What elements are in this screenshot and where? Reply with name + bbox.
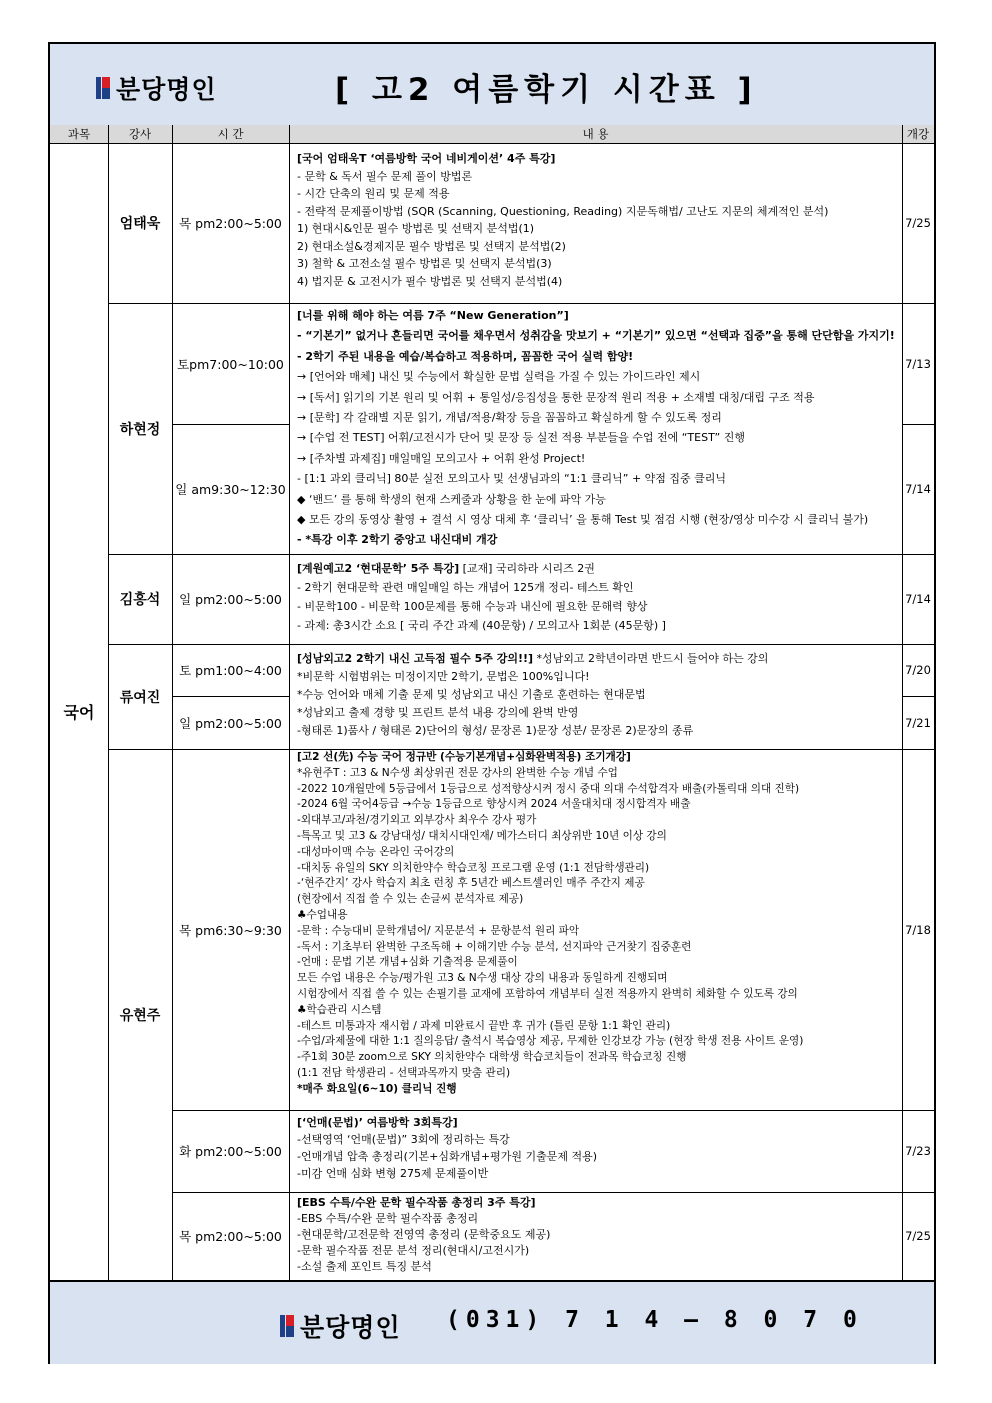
course-line: -외대부고/과천/경기외고 외부강사 최우수 강사 평가 [297, 814, 537, 827]
course-description [297, 306, 897, 552]
course-description [297, 150, 897, 300]
course-line: 모든 수업 내용은 수능/평가원 고3 & N수생 대상 강의 내용과 동일하게 진행되며 [297, 972, 668, 985]
course-line: 1) 현대시&인문 필수 방법론 및 선택지 분석법(1) [297, 222, 535, 235]
timetable-frame [48, 42, 936, 1364]
course-description [297, 750, 900, 1108]
course-line: *유현주T : 고3 & N수생 최상위권 전문 강사의 완벽한 수능 개념 수업 [297, 766, 618, 779]
teacher-cell: 하현정 [119, 421, 161, 438]
course-line: - “기본기” 없거나 흔들리면 국어를 채우면서 성취감을 맛보기 + “기본기” 있으면 “선택과 집중”을 통해 단단함을 가지기! [297, 329, 895, 343]
course-description [297, 1195, 897, 1279]
course-line: -테스트 미통과자 재시험 / 과제 미완료시 끝반 후 귀가 (틀린 문항 1:1 확인 관리) [297, 1019, 671, 1032]
course-line: → [주차별 과제집] 매일매일 모의고사 + 어휘 완성 Project! [297, 451, 586, 465]
teacher-cell: 김홍석 [119, 592, 161, 608]
time-cell: 일 pm2:00~5:00 [179, 715, 282, 731]
course-line: -독서 : 기초부터 완벽한 구조독해 + 이해기반 수능 분석, 선지파악 근거찾기 집중훈련 [297, 940, 692, 953]
start-date-cell: 7/14 [905, 482, 931, 496]
course-line: -특목고 및 고3 & 강남대성/ 대치시대인재/ 메가스터디 최상위반 10년 이상 강의 [297, 829, 667, 842]
course-line: 4) 법지문 & 고전시가 필수 방법론 및 선택지 분석법(4) [297, 274, 563, 288]
course-line: -주1회 30분 zoom으로 SKY 의치한약수 대학생 학습코치들이 전과목 학습코칭 진행 [297, 1051, 687, 1064]
course-line: -소설 출제 포인트 특징 분석 [297, 1260, 432, 1273]
course-line: -선택영역 ‘언매(문법)” 3회에 정리하는 특강 [297, 1133, 510, 1146]
course-title: [고2 선(先) 수능 국어 정규반 (수능기본개념+심화완벽적용) 조기개강] [297, 751, 631, 763]
teacher-cell: 엄태욱 [119, 216, 161, 232]
course-line: ◆ 모든 강의 동영상 촬영 + 결석 시 영상 대체 후 ‘클리닉’ 을 통해 Test 및 점검 시행 (현장/영상 미수강 시 클리닉 불가) [297, 513, 869, 527]
course-textbook: [교재] 국리하라 시리즈 2권 [459, 562, 595, 575]
course-title: [성남외고2 2학기 내신 고득점 필수 5주 강의!!] [297, 652, 534, 665]
col-teacher: 강사 [128, 127, 152, 141]
course-title: [너를 위해 해야 하는 여름 7주 “New Generation”] [297, 309, 569, 322]
time-cell: 일 pm2:00~5:00 [179, 592, 282, 607]
col-time: 시 간 [217, 127, 244, 141]
course-description [297, 650, 897, 746]
start-date-cell: 7/14 [905, 592, 931, 606]
logo-text: 분당명인 [116, 75, 217, 104]
time-cell: 토 pm1:00~4:00 [179, 663, 282, 678]
start-date-cell: 7/13 [905, 356, 931, 371]
course-line: → [문학] 각 갈래별 지문 읽기, 개념/적용/확장 등을 꼼꼼하고 확실하게 할 수 있도록 정리 [297, 411, 722, 425]
course-line: *성남외고 출제 경향 및 프린트 분석 내용 강의에 완벽 반영 [297, 706, 579, 719]
course-description [297, 559, 897, 641]
course-title: [EBS 수특/수완 문학 필수작품 총정리 3주 특강] [297, 1196, 536, 1209]
course-title: [계원예고2 ‘현대문학’ 5주 특강] [297, 562, 460, 575]
course-line: *매주 화요일(6~10) 클리닉 진행 [297, 1082, 457, 1095]
course-line: -문학 : 수능대비 문학개념어/ 지문분석 + 문항분석 원리 파악 [297, 924, 580, 937]
course-line: -2024 6월 국어4등급 →수능 1등급으로 향상시켜 2024 서울대치대 정시합격자 배출 [297, 798, 691, 811]
col-subject: 과목 [67, 127, 91, 141]
course-line: -문학 필수작품 전문 분석 정리(현대시/고전시가) [297, 1244, 530, 1257]
course-line: - 시간 단축의 원리 및 문제 적용 [297, 187, 450, 200]
time-cell: 목 pm2:00~5:00 [179, 216, 282, 231]
course-line: *수능 언어와 매체 기출 문제 및 성남외고 내신 기출로 훈련하는 현대문법 [297, 688, 646, 701]
time-cell: 일 am9:30~12:30 [175, 482, 286, 497]
course-line: -미감 언매 심화 변형 275제 문제풀이반 [297, 1167, 489, 1180]
course-line: → [독서] 읽기의 기본 원리 및 어휘 + 통일성/응집성을 통한 문장적 원리 적용 + 소재별 대칭/대립 구조 적용 [297, 390, 815, 404]
course-line: - 과제: 총3시간 소요 [ 국리 주간 과제 (40문항) / 모의고사 1회분 (45문항) ] [297, 619, 666, 632]
course-line: - 2학기 주된 내용을 예습/복습하고 적용하며, 꼼꼼한 국어 실력 함양! [297, 349, 634, 363]
course-line: - [1:1 과외 클리닉] 80분 실전 모의고사 및 선생님과의 “1:1 클리닉” + 약점 집중 클리닉 [297, 472, 727, 486]
footer-logo [280, 1308, 401, 1344]
time-cell: 목 pm6:30~9:30 [179, 922, 282, 938]
course-note: *성남외고 2학년이라면 반드시 들어야 하는 강의 [533, 652, 769, 665]
course-line: -2022 10개월만에 5등급에서 1등급으로 성적향상시켜 정시 중대 의대 수석합격자 배출(카톨릭대 의대 진학) [297, 782, 800, 795]
course-title: [‘언매(문법)’ 여름방학 3회특강] [297, 1116, 458, 1129]
col-content: 내 용 [582, 127, 609, 141]
course-line: -EBS 수특/수완 문학 필수작품 총정리 [297, 1212, 479, 1225]
course-line: ♣학습관리 시스템 [297, 1003, 382, 1016]
page-title: [ 고2 여름학기 시간표 ] [335, 72, 758, 108]
start-date-cell: 7/23 [905, 1144, 931, 1158]
course-line: 3) 철학 & 고전소설 필수 방법론 및 선택지 분석법(3) [297, 257, 552, 270]
course-title: [국어 엄태욱T ‘여름방학 국어 네비게이션’ 4주 특강] [297, 152, 556, 165]
logo-text: 분당명인 [300, 1313, 401, 1342]
course-line: - 전략적 문제풀이방법 (SQR (Scanning, Questioning, Reading) 지문독해법/ 고난도 지문의 체계적인 분석) [297, 204, 829, 218]
course-line: -‘현주간지’ 강사 학습지 최초 런칭 후 5년간 베스트셀러인 매주 주간지 제공 [297, 877, 645, 890]
column-header-row [50, 125, 934, 144]
course-line: -언매 : 문법 기본 개념+심화 기출적용 문제풀이 [297, 956, 518, 969]
time-cell: 토pm7:00~10:00 [177, 356, 284, 372]
course-line: - *특강 이후 2학기 중앙고 내신대비 개강 [297, 533, 498, 547]
course-line: 시험장에서 직접 쓸 수 있는 손필기를 교재에 포함하여 개념부터 실전 적용까지 완벽히 체화할 수 있도록 강의 [297, 987, 798, 1000]
subject-cell: 국어 [63, 703, 95, 722]
course-line: *비문학 시험범위는 미정이지만 2학기, 문법은 100%입니다! [297, 670, 590, 683]
course-line: - 비문학100 - 비문학 100문제를 통해 수능과 내신에 필요한 문해력 향상 [297, 600, 648, 613]
course-line: (1:1 전담 학생관리 - 선택과목까지 맞춤 관리) [297, 1066, 511, 1079]
col-start: 개강 [906, 127, 930, 141]
course-line: - 문학 & 독서 필수 문제 풀이 방법론 [297, 169, 473, 183]
course-line: -언매개념 압축 총정리(기본+심화개념+평가원 기출문제 적용) [297, 1150, 597, 1163]
page-footer [50, 1280, 934, 1364]
course-line: -대치동 유일의 SKY 의치한약수 학습코칭 프로그램 운영 (1:1 전담학생관리) [297, 861, 650, 874]
course-line: -형태론 1)품사 / 형태론 2)단어의 형성/ 문장론 1)문장 성분/ 문장론 2)문장의 종류 [297, 724, 694, 737]
logo-mark-icon [96, 77, 110, 99]
course-line: -대성마이맥 수능 온라인 국어강의 [297, 845, 455, 858]
time-cell: 화 pm2:00~5:00 [179, 1144, 282, 1159]
page-header [50, 44, 934, 127]
course-line: -현대문학/고전문학 전영역 총정리 (문학중요도 제공) [297, 1228, 551, 1241]
start-date-cell: 7/21 [905, 715, 931, 730]
course-line: 2) 현대소설&경제지문 필수 방법론 및 선택지 분석법(2) [297, 239, 566, 253]
course-line: -수업/과제물에 대한 1:1 질의응답/ 출석시 복습영상 제공, 무제한 인강보강 가능 (현장 학생 전용 사이트 운영) [297, 1035, 804, 1048]
header-logo [96, 70, 217, 106]
course-line: → [언어와 매체] 내신 및 수능에서 확실한 문법 실력을 가질 수 있는 가이드라인 제시 [297, 370, 701, 384]
start-date-cell: 7/20 [905, 663, 931, 677]
course-line: - 2학기 현대문학 관련 매일매일 하는 개념어 125개 정리- 테스트 확인 [297, 581, 634, 594]
start-date-cell: 7/25 [905, 1229, 931, 1243]
phone-number: (031) 7 1 4 – 8 0 7 0 [446, 1307, 863, 1333]
logo-mark-icon [280, 1315, 294, 1337]
start-date-cell: 7/18 [905, 922, 931, 937]
teacher-cell: 유현주 [119, 1007, 161, 1024]
course-line: → [수업 전 TEST] 어휘/고전시가 단어 및 문장 등 실전 적용 부분들을 수업 전에 “TEST” 진행 [297, 431, 746, 445]
start-date-cell: 7/25 [905, 216, 931, 230]
time-cell: 목 pm2:00~5:00 [179, 1229, 282, 1244]
teacher-cell: 류여진 [119, 689, 161, 706]
course-line: ♣수업내용 [297, 908, 348, 921]
course-description [297, 1114, 897, 1190]
course-line: (현장에서 직접 쓸 수 있는 손글씨 분석자료 제공) [297, 893, 524, 906]
course-line: ◆ ‘밴드’ 를 통해 학생의 현재 스케줄과 상황을 한 눈에 파악 가능 [297, 492, 606, 506]
